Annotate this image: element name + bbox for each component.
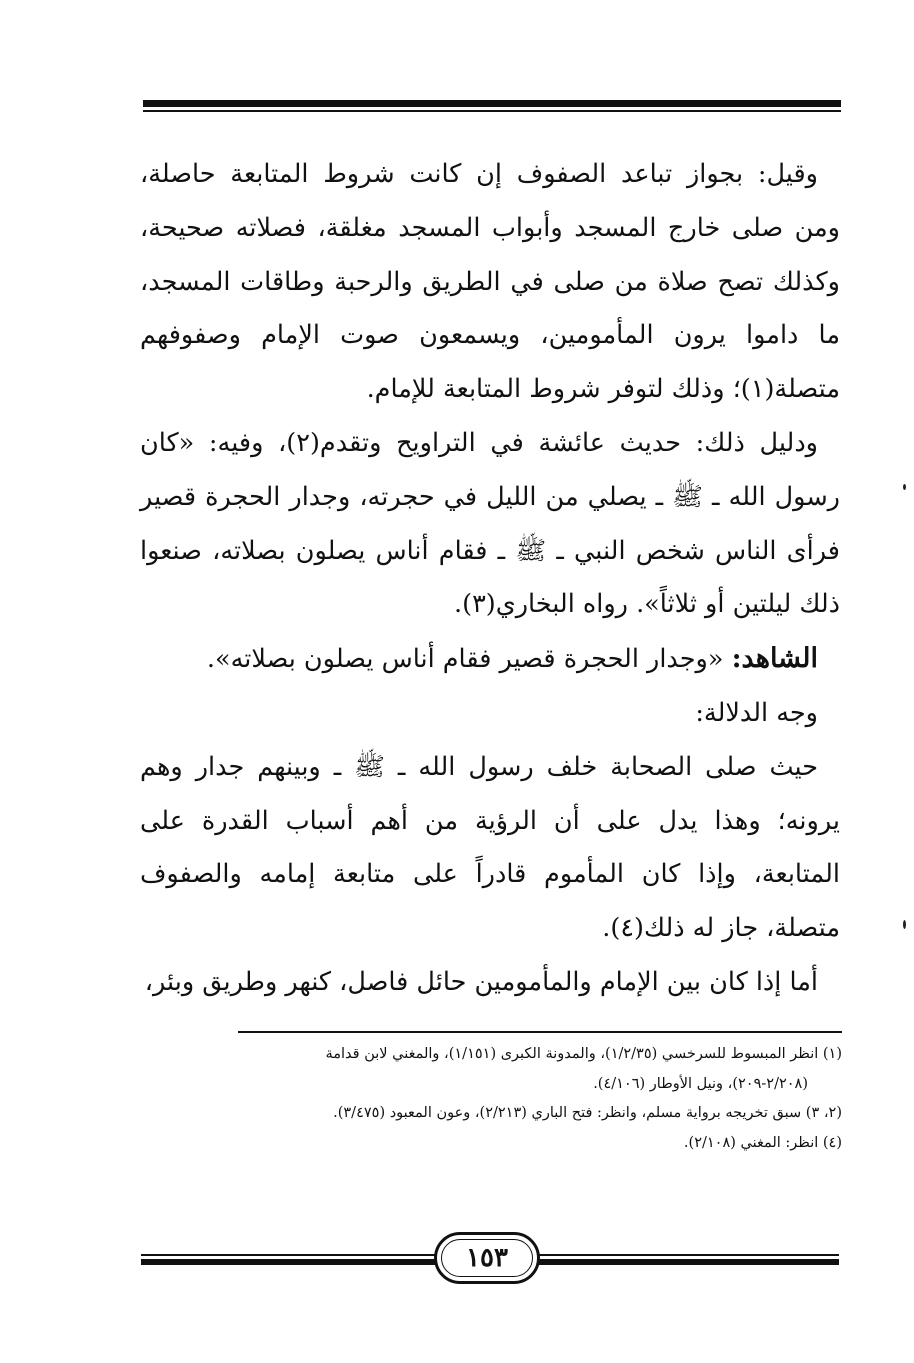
footnote-1: (١) انظر المبسوط للسرخسي (١/٢/٣٥)، والمدونة الكبرى (١/١٥١)، والمغني لابن قدامة [325, 1046, 842, 1062]
shahid-label: الشاهد: [731, 643, 818, 675]
footnote-2-3: (٢، ٣) سبق تخريجه برواية مسلم، وانظر: فتح الباري (٢/٢١٣)، وعون المعبود (٣/٤٧٥). [333, 1105, 842, 1121]
paragraph-6: أما إذا كان بين الإمام والمأمومين حائل فاصل، كنهر وطريق وبئر، [144, 966, 818, 997]
header-rule-thin [143, 110, 841, 112]
scan-speck [903, 484, 906, 490]
footnote-separator [238, 1031, 842, 1033]
paragraph-3 [140, 632, 840, 687]
page-number-text: ١٥٣ [466, 1243, 508, 1273]
paragraph-5: حيث صلى الصحابة خلف رسول الله ـ ﷺ ـ وبينهم جدار وهم يرونه؛ وهذا يدل على أن الرؤية من أهم أسباب القدرة على المتابعة، وإذا كان المأموم قادراً على متابعة إمامه والصفوف متصلة، جاز له ذلك(٤). [140, 751, 840, 944]
paragraph-1: وقيل: بجواز تباعد الصفوف إن كانت شروط المتابعة حاصلة، ومن صلى خارج المسجد وأبواب المسجد مغلقة، فصلاته صحيحة، وكذلك تصح صلاة من صلى في الطريق والرحبة وطاقات المسجد، ما داموا يرون المأمومين، ويسمعون صوت الإمام وصفوفهم متصلة(١)؛ وذلك لتوفر شروط المتابعة للإمام. [140, 159, 840, 405]
paragraph-2: ودليل ذلك: حديث عائشة في التراويح وتقدم(٢)، وفيه: «كان رسول الله ـ ﷺ ـ يصلي من الليل في حجرته، وجدار الحجرة قصير فرأى الناس شخص النبي ـ ﷺ ـ فقام أناس يصلون بصلاته، صنعوا ذلك ليلتين أو ثلاثاً». رواه البخاري(٣). [140, 427, 840, 620]
page-number [434, 1232, 540, 1284]
footnotes [130, 1040, 842, 1158]
paragraph-4: وجه الدلالة: [695, 697, 818, 728]
header-double-rule [143, 100, 841, 114]
header-rule-thick [143, 100, 841, 107]
footnote-4: (٤) انظر: المغني (٢/١٠٨). [683, 1134, 842, 1151]
main-text [140, 148, 840, 1010]
footnote-1-continued: (٢/٢٠٨-٢٠٩)، ونيل الأوطار (٤/١٠٦). [593, 1075, 808, 1092]
shahid-text: «وجدار الحجرة قصير فقام أناس يصلون بصلاته». [206, 644, 732, 675]
scan-speck [903, 920, 906, 929]
